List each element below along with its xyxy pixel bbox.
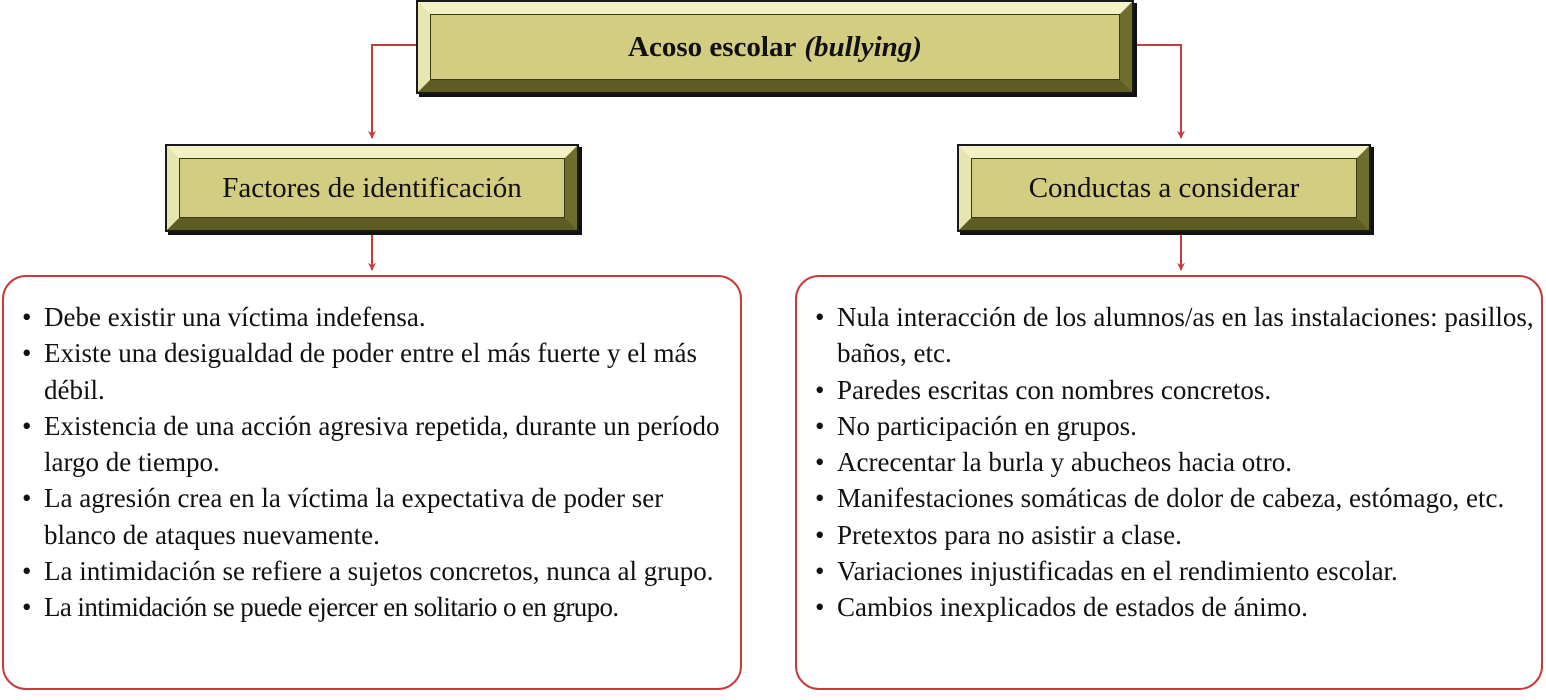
right-header-label: Conductas a considerar [971,158,1357,218]
list-item: • Existencia de una acción agresiva repetida, durante un período largo de tiempo. [22,410,720,478]
identification-factors-list [18,299,734,626]
title-main: Acoso escolar [628,30,797,63]
list-item: • Acrecentar la burla y abucheos hacia otro. [815,447,1293,478]
list-item: • Variaciones injustificadas en el rendimiento escolar. [815,556,1398,587]
left-header-box [167,146,577,230]
title-box [418,2,1132,92]
right-header-box [959,146,1369,230]
list-item: • La intimidación se puede ejercer en solitario o en grupo. [22,592,619,623]
list-item: • Manifestaciones somáticas de dolor de cabeza, estómago, etc. [815,483,1505,514]
list-item: • Pretextos para no asistir a clase. [815,519,1182,550]
list-item: • Existe una desigualdad de poder entre el más fuerte y el más débil. [22,338,698,405]
title-text [430,14,1120,80]
behaviors-list [811,299,1535,626]
arrow-title-to-left [372,45,418,138]
list-item: • La intimidación se refiere a sujetos concretos, nunca al grupo. [22,556,714,587]
title-italic: (bullying) [804,30,922,63]
behaviors-panel [795,275,1543,690]
list-item: • Cambios inexplicados de estados de ánimo. [815,592,1308,623]
arrow-title-to-right [1132,45,1181,138]
list-item: • La agresión crea en la víctima la expectativa de poder ser blanco de ataques nuevamente. [22,483,664,550]
left-header-label: Factores de identificación [179,158,565,218]
identification-factors-panel [2,275,742,690]
list-item: • Nula interacción de los alumnos/as en las instalaciones: pasillos, baños, etc. [815,302,1534,369]
list-item: • Paredes escritas con nombres concretos. [815,374,1272,405]
list-item: • Debe existir una víctima indefensa. [22,302,426,332]
list-item: • No participación en grupos. [815,410,1137,441]
